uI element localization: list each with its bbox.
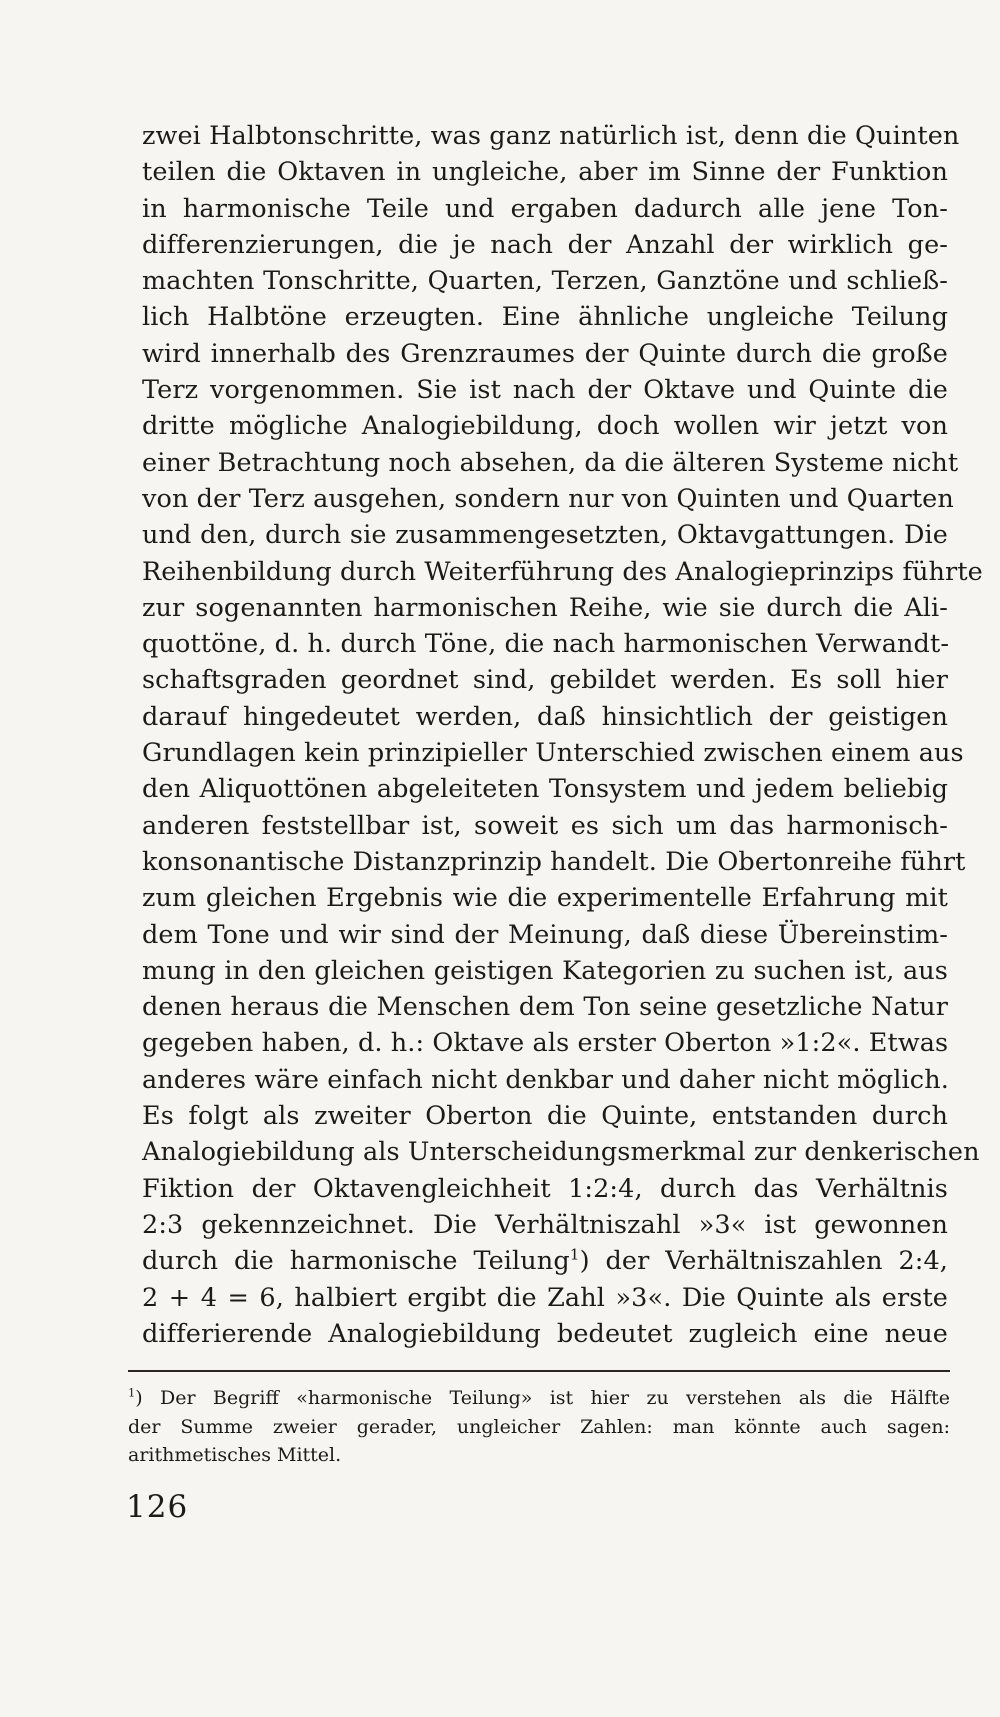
text-line: dem Tone und wir sind der Meinung, daß diese Übereinstim- [142,919,948,950]
text-line: gegeben haben, d. h.: Oktave als erster Oberton »1:2«. Etwas [142,1028,949,1059]
text-line: anderen feststellbar ist, soweit es sich um das harmonisch- [142,810,948,841]
text-line: darauf hingedeutet werden, daß hinsichtlich der geistigen [142,701,948,732]
footnote-text: ) Der Begriff «harmonische Teilung» ist hier zu verstehen als die Hälfte [135,1387,950,1409]
footnote-reference: 1 [569,1245,580,1264]
text-line: Reihenbildung durch Weiterführung des Analogieprinzips führte [142,556,983,587]
text-line: Es folgt als zweiter Oberton die Quinte, entstanden durch [142,1101,948,1132]
text-line-with-footnote-ref [142,1243,948,1279]
footnote-line: arithmetisches Mittel. [128,1444,342,1466]
text-line: wird innerhalb des Grenzraumes der Quinte durch die große [142,338,948,369]
footnote-line [128,1384,950,1413]
footnote-divider [128,1370,950,1372]
text-line: den Aliquottönen abgeleiteten Tonsystem und jedem beliebig [142,774,948,805]
text-line: zum gleichen Ergebnis wie die experimentelle Erfahrung mit [142,883,948,914]
text-line: dritte mögliche Analogiebildung, doch wollen wir jetzt von [142,411,948,442]
text-line: zwei Halbtonschritte, was ganz natürlich ist, denn die Quinten [142,121,960,151]
text-line: schaftsgraden geordnet sind, gebildet werden. Es soll hier [142,665,948,696]
text-segment: ) der Verhältniszahlen 2:4, [579,1246,948,1277]
text-line: Grundlagen kein prinzipieller Unterschied zwischen einem aus [142,738,964,769]
page-number: 126 [126,1489,189,1525]
text-line: Terz vorgenommen. Sie ist nach der Oktave und Quinte die [142,375,948,406]
text-line: in harmonische Teile und ergaben dadurch alle jene Ton- [142,193,948,224]
text-line: mung in den gleichen geistigen Kategorien zu suchen ist, aus [142,955,948,986]
footnote-line: der Summe zweier gerader, ungleicher Zahlen: man könnte auch sagen: [128,1415,950,1438]
text-line: Analogiebildung als Unterscheidungsmerkmal zur denkerischen [142,1137,980,1168]
text-line: denen heraus die Menschen dem Ton seine gesetzliche Natur [142,992,948,1023]
text-line: machten Tonschritte, Quarten, Terzen, Ganztöne und schließ- [142,266,948,297]
text-line: von der Terz ausgehen, sondern nur von Quinten und Quarten [142,483,954,514]
text-line: zur sogenannten harmonischen Reihe, wie sie durch die Ali- [142,592,948,623]
footnote-marker: 1 [128,1385,136,1400]
text-line: anderes wäre einfach nicht denkbar und daher nicht möglich. [142,1064,949,1095]
text-segment: durch die harmonische Teilung [142,1246,570,1277]
text-line: konsonantische Distanzprinzip handelt. Die Obertonreihe führt [142,846,966,877]
text-line: 2:3 gekennzeichnet. Die Verhältniszahl »3« ist gewonnen [142,1209,948,1240]
text-line: differierende Analogiebildung bedeutet zugleich eine neue [142,1318,948,1349]
text-line: teilen die Oktaven in ungleiche, aber im Sinne der Funktion [142,157,948,188]
text-line: lich Halbtöne erzeugten. Eine ähnliche ungleiche Teilung [142,302,948,333]
text-line: 2 + 4 = 6, halbiert ergibt die Zahl »3«. Die Quinte als erste [142,1282,948,1313]
text-line: differenzierungen, die je nach der Anzahl der wirklich ge- [142,229,948,260]
footnote [128,1384,950,1470]
text-line: quottöne, d. h. durch Töne, die nach harmonischen Verwandt- [142,629,950,660]
main-text-block [142,118,983,1352]
text-line: Fiktion der Oktavengleichheit 1:2:4, durch das Verhältnis [142,1173,948,1204]
text-line: und den, durch sie zusammengesetzten, Oktavgattungen. Die [142,520,948,551]
text-line: einer Betrachtung noch absehen, da die älteren Systeme nicht [142,447,959,478]
